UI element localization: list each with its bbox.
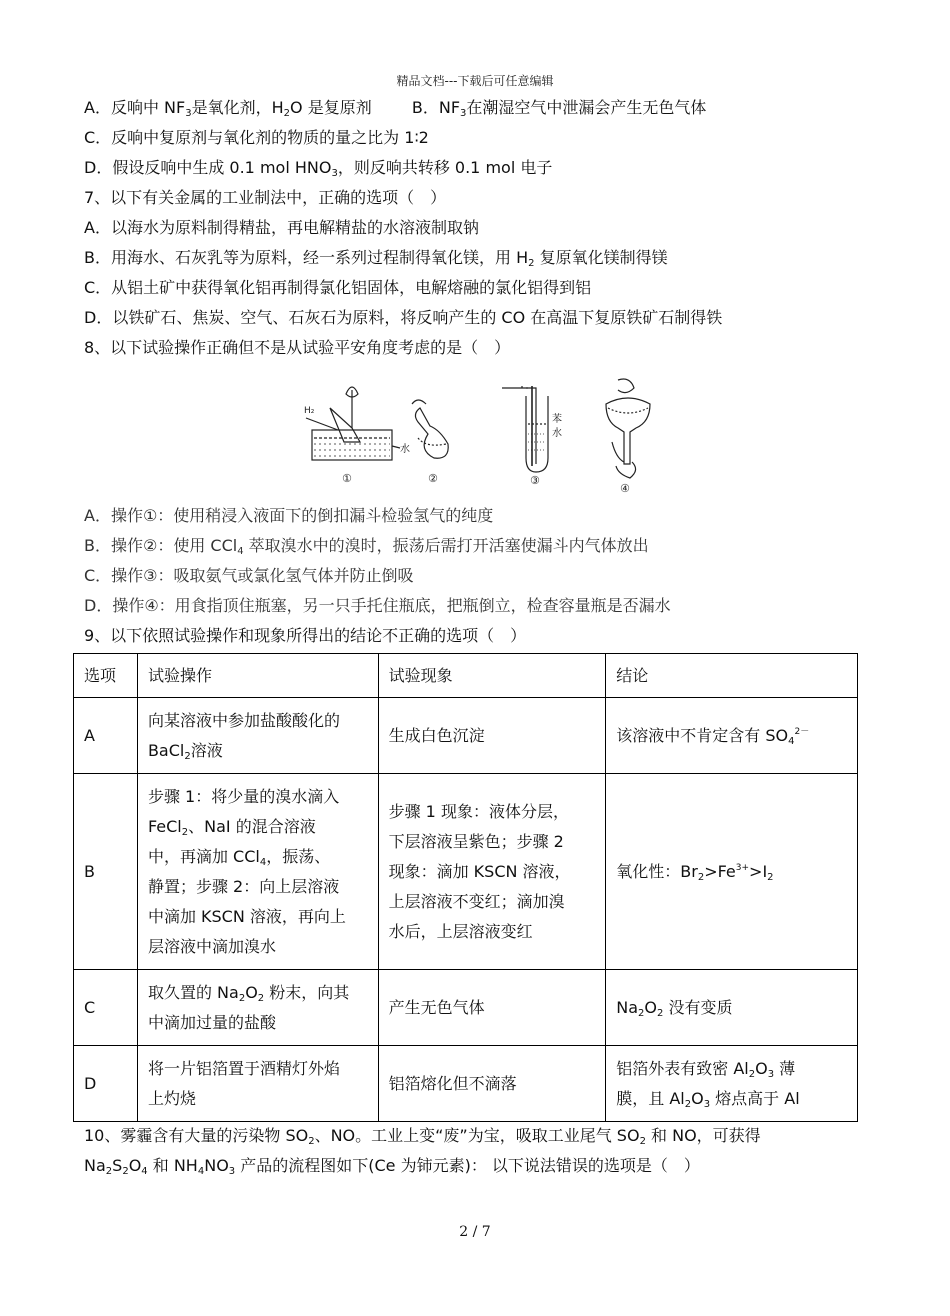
row-b-conclusion-text-2: >Fe <box>704 861 736 881</box>
row-a-option: A <box>74 698 138 774</box>
row-b-operation-text-5: 中滴加 KSCN 溶液，再向上 <box>147 906 346 926</box>
row-a-operation-text-3: 溶液 <box>190 740 223 760</box>
row-b-operation-text-3b: ，振荡、 <box>266 846 331 866</box>
q10-text-8: NO <box>204 1156 229 1175</box>
row-b-phenomenon-text-4: 上层溶液不变红；滴加溴 <box>388 891 565 911</box>
q6-option-a-text-1: A．反响中 NF <box>84 98 186 117</box>
row-c-operation-text-1: 取久置的 Na <box>147 982 239 1002</box>
row-b-operation-text-1: 步骤 1：将少量的溴水滴入 <box>147 786 340 806</box>
row-b-operation-text-4: 静置；步骤 2：向上层溶液 <box>147 876 340 896</box>
row-c-conclusion-text-1: Na <box>616 997 639 1017</box>
q6-option-a-b <box>84 97 706 119</box>
q6-option-d-text-2: ，则反响共转移 0.1 mol 电子 <box>337 158 553 177</box>
figure-number-3: ③ <box>530 474 540 487</box>
row-a-operation <box>137 698 378 774</box>
row-b-conclusion <box>606 774 858 970</box>
subscript: 4 <box>237 546 244 557</box>
row-d-operation <box>137 1046 378 1122</box>
q10-text-1: 10、雾霾含有大量的污染物 SO <box>84 1126 309 1145</box>
q6-option-c: C．反响中复原剂与氧化剂的物质的量之比为 1∶2 <box>84 128 429 147</box>
subscript: 2 <box>181 826 189 838</box>
subscript: 2 <box>184 750 191 762</box>
row-b-operation-text-6: 层溶液中滴加溴水 <box>147 936 276 956</box>
apparatus-2-icon <box>412 400 448 458</box>
row-a-conclusion-text: 该溶液中不肯定含有 SO <box>616 725 789 745</box>
row-d-conclusion-text-5: O <box>691 1088 704 1108</box>
row-d-conclusion-text-3: 薄 <box>774 1058 796 1078</box>
row-a-phenomenon: 生成白色沉淀 <box>378 698 606 774</box>
row-c-conclusion <box>606 970 858 1046</box>
row-d-conclusion-text-1: 铝箔外表有致密 Al <box>616 1058 749 1078</box>
row-d-conclusion-text-4: 膜，且 Al <box>616 1088 685 1108</box>
row-b-phenomenon-text-2: 下层溶液呈紫色；步骤 2 <box>388 831 564 851</box>
row-c-conclusion-text-3: 没有变质 <box>663 997 733 1017</box>
q6-option-a-text-3: O 是复原剂 <box>290 98 372 117</box>
figure-number-4: ④ <box>620 482 630 495</box>
q8-option-b-text-2: 萃取溴水中的溴时，振荡后需打开活塞使漏斗内气体放出 <box>243 536 649 555</box>
subscript: 2 <box>657 1007 664 1019</box>
q7-option-b-text-2: 复原氧化镁制得镁 <box>534 248 668 267</box>
table-row <box>74 774 858 970</box>
label-water: 水 <box>400 444 410 455</box>
subscript: 4 <box>197 1166 205 1177</box>
row-b-operation-text-2b: 、NaI 的混合溶液 <box>188 816 316 836</box>
row-b-phenomenon-text-3: 现象：滴加 KSCN 溶液， <box>388 861 571 881</box>
q8-option-b-text-1: B．操作②：使用 CCl <box>84 536 238 555</box>
subscript: 2 <box>639 1136 646 1147</box>
subscript: 2 <box>748 1068 756 1080</box>
row-b-phenomenon-text-5: 水后，上层溶液变红 <box>388 921 533 941</box>
superscript: 2－ <box>794 726 810 737</box>
q10-text-5: S <box>112 1156 123 1175</box>
subscript: 4 <box>788 735 795 747</box>
subscript: 2 <box>105 1166 113 1177</box>
subscript: 3 <box>185 108 192 119</box>
apparatus-1-icon <box>306 387 400 460</box>
subscript: 2 <box>697 871 705 883</box>
subscript: 3 <box>767 1068 775 1080</box>
q8-option-c: C．操作③：吸取氨气或氯化氢气体并防止倒吸 <box>84 566 414 585</box>
q7-option-c: C．从铝土矿中获得氧化铝再制得氯化铝固体，电解熔融的氯化铝得到铝 <box>84 278 592 297</box>
row-d-operation-text-1: 将一片铝箔置于酒精灯外焰 <box>147 1058 340 1078</box>
table-row <box>74 970 858 1046</box>
row-d-phenomenon: 铝箔熔化但不滴落 <box>378 1046 606 1122</box>
row-a-operation-text-1: 向某溶液中参加盐酸酸化的 <box>147 710 340 730</box>
row-c-conclusion-text-2: O <box>644 997 657 1017</box>
row-c-operation-text-2: O <box>245 982 258 1002</box>
q8-stem: 8、以下试验操作正确但不是从试验平安角度考虑的是（ ） <box>84 338 511 357</box>
q8-option-a: A．操作①：使用稍浸入液面下的倒扣漏斗检验氢气的纯度 <box>84 506 494 525</box>
q7-option-d: D．以铁矿石、焦炭、空气、石灰石为原料，将反响产生的 CO 在高温下复原铁矿石制得铁 <box>84 308 723 327</box>
header-conclusion: 结论 <box>606 654 858 698</box>
subscript: 4 <box>259 856 267 868</box>
q10-stem-line-2 <box>84 1155 700 1177</box>
subscript: 2 <box>283 108 291 119</box>
subscript: 3 <box>703 1098 711 1110</box>
label-water-2: 水 <box>552 428 562 439</box>
figure-number-1: ① <box>342 472 352 485</box>
q10-text-4: Na <box>84 1156 106 1175</box>
apparatus-4-icon <box>606 379 650 478</box>
row-d-operation-text-2: 上灼烧 <box>147 1088 196 1108</box>
row-c-operation-text-4: 中滴加过量的盐酸 <box>147 1012 276 1032</box>
row-b-phenomenon <box>378 774 606 970</box>
row-b-operation <box>137 774 378 970</box>
subscript: 2 <box>528 258 535 269</box>
row-d-conclusion-text-2: O <box>755 1058 768 1078</box>
subscript: 2 <box>767 871 774 883</box>
page-number: 2 / 7 <box>459 1224 491 1240</box>
q8-apparatus-figure <box>300 378 655 496</box>
header-option: 选项 <box>74 654 138 698</box>
row-a-operation-text-2: BaCl <box>147 740 185 760</box>
apparatus-3-icon <box>502 386 548 472</box>
subscript: 3 <box>460 108 467 119</box>
row-b-conclusion-text-1: 氧化性：Br <box>616 861 698 881</box>
q7-stem: 7、以下有关金属的工业制法中，正确的选项（ ） <box>84 188 447 207</box>
q6-option-d <box>84 157 552 179</box>
subscript: 2 <box>684 1098 692 1110</box>
q6-option-b-text-1: B．NF <box>411 98 461 117</box>
subscript: 2 <box>638 1007 645 1019</box>
row-b-phenomenon-text-1: 步骤 1 现象：液体分层， <box>388 801 569 821</box>
subscript: 2 <box>257 992 265 1004</box>
row-b-option: B <box>74 774 138 970</box>
row-c-operation <box>137 970 378 1046</box>
row-b-operation-text-3: 中，再滴加 CCl <box>147 846 260 866</box>
q6-option-d-text-1: D．假设反响中生成 0.1 mol HNO <box>84 158 332 177</box>
q10-stem-line-1 <box>84 1125 761 1147</box>
table-row <box>74 698 858 774</box>
subscript: 2 <box>308 1136 315 1147</box>
q9-stem: 9、以下依照试验操作和现象所得出的结论不正确的选项（ ） <box>84 626 527 645</box>
label-h2: H₂ <box>304 406 315 416</box>
table-row <box>74 1046 858 1122</box>
q10-text-2: 、NO。工业上变“废”为宝，吸取工业尾气 SO <box>314 1126 640 1145</box>
q7-option-a: A．以海水为原料制得精盐，再电解精盐的水溶液制取钠 <box>84 218 479 237</box>
label-benzene: 苯 <box>552 414 562 425</box>
subscript: 4 <box>141 1166 148 1177</box>
q8-option-b <box>84 535 649 557</box>
header-phenomenon: 试验现象 <box>378 654 606 698</box>
row-d-option: D <box>74 1046 138 1122</box>
row-c-phenomenon: 产生无色气体 <box>378 970 606 1046</box>
q10-text-6: O <box>128 1156 142 1175</box>
q8-option-d: D．操作④：用食指顶住瓶塞，另一只手托住瓶底，把瓶倒立，检查容量瓶是否漏水 <box>84 596 671 615</box>
q10-text-7: 和 NH <box>147 1156 198 1175</box>
figure-number-2: ② <box>428 472 438 485</box>
q7-option-b <box>84 247 668 269</box>
subscript: 3 <box>228 1166 236 1177</box>
subscript: 3 <box>331 168 338 179</box>
row-a-conclusion <box>606 698 858 774</box>
q9-experiment-table <box>73 653 858 1122</box>
header-operation: 试验操作 <box>137 654 378 698</box>
row-d-conclusion <box>606 1046 858 1122</box>
row-c-operation-text-3: 粉末，向其 <box>264 982 350 1002</box>
q6-option-b-text-2: 在潮湿空气中泄漏会产生无色气体 <box>466 98 707 117</box>
row-d-conclusion-text-6: 熔点高于 Al <box>710 1088 800 1108</box>
row-b-operation-text-2a: FeCl <box>147 816 182 836</box>
row-c-option: C <box>74 970 138 1046</box>
q10-text-3: 和 NO，可获得 <box>645 1126 761 1145</box>
subscript: 2 <box>238 992 246 1004</box>
q7-option-b-text-1: B．用海水、石灰乳等为原料，经一系列过程制得氧化镁，用 H <box>84 248 529 267</box>
table-header-row <box>74 654 858 698</box>
q10-text-9: 产品的流程图如下(Ce 为铈元素)： 以下说法错误的选项是（ ） <box>235 1156 700 1175</box>
subscript: 2 <box>122 1166 129 1177</box>
row-b-conclusion-text-4: >I <box>749 861 768 881</box>
q6-option-a-text-2: 是氧化剂，H <box>191 98 284 117</box>
page-header: 精品文档---下载后可任意编辑 <box>396 74 554 88</box>
superscript: 3+ <box>735 862 750 873</box>
